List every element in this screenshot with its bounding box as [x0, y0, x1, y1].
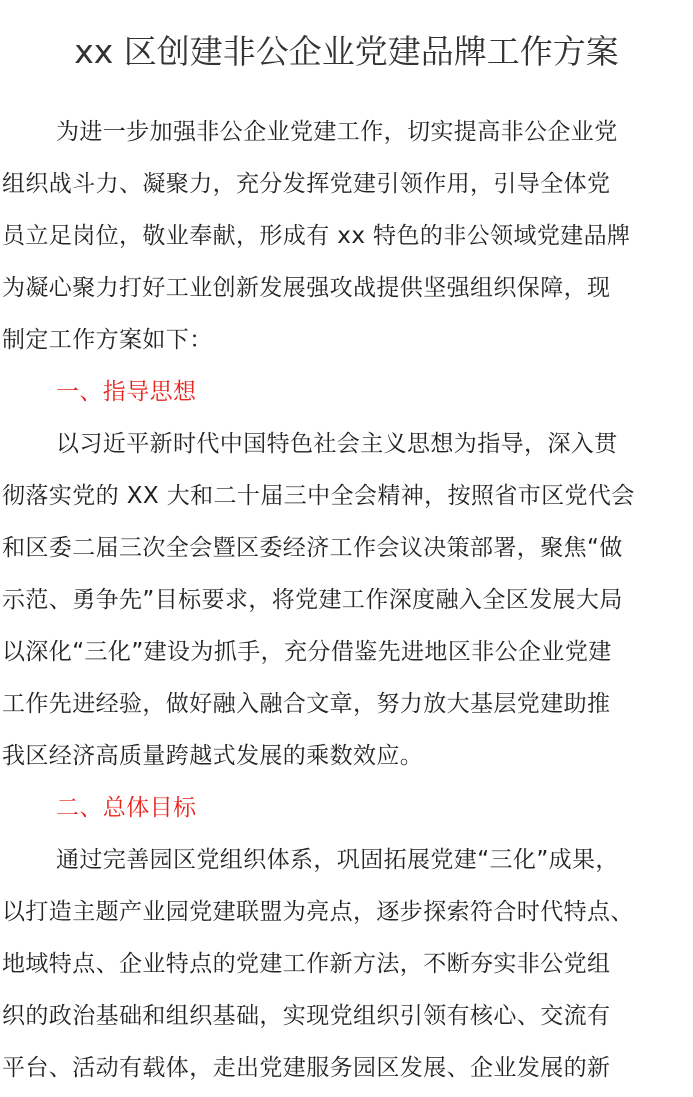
- paragraph-line: 和区委二届三次全会暨区委经济工作会议决策部署，聚焦“做: [2, 535, 623, 561]
- document-body: [2, 106, 692, 1094]
- paragraph-line: 组织战斗力、凝聚力，充分发挥党建引领作用，引导全体党: [2, 171, 611, 197]
- paragraph-line: 示范、勇争先”目标要求，将党建工作深度融入全区发展大局: [2, 587, 623, 613]
- document-title: xx 区创建非公企业党建品牌工作方案: [74, 32, 619, 71]
- paragraph-line: 以习近平新时代中国特色社会主义思想为指导，深入贯: [56, 431, 618, 457]
- paragraph-line: 为凝心聚力打好工业创新发展强攻战提供坚强组织保障，现: [2, 275, 611, 301]
- paragraph-line: 以深化“三化”建设为抓手，充分借鉴先进地区非公企业党建: [2, 639, 612, 665]
- paragraph-line: 地域特点、企业特点的党建工作新方法，不断夯实非公党组: [2, 951, 611, 977]
- paragraph-line: 以打造主题产业园党建联盟为亮点，逐步探索符合时代特点、: [2, 899, 634, 925]
- paragraph-line: 制定工作方案如下：: [2, 327, 213, 353]
- section-heading-overall-goal: 二、总体目标: [56, 795, 197, 821]
- paragraph-line: 平台、活动有载体，走出党建服务园区发展、企业发展的新: [2, 1055, 611, 1081]
- paragraph-line: 织的政治基础和组织基础，实现党组织引领有核心、交流有: [2, 1003, 611, 1029]
- section-heading-guiding-thought: 一、指导思想: [56, 379, 197, 405]
- paragraph-line: 彻落实党的 XX 大和二十届三中全会精神，按照省市区党代会: [2, 483, 635, 509]
- paragraph-line: 为进一步加强非公企业党建工作，切实提高非公企业党: [56, 119, 618, 145]
- paragraph-line: 员立足岗位，敬业奉献，形成有 xx 特色的非公领域党建品牌: [2, 223, 631, 249]
- paragraph-line: 工作先进经验，做好融入融合文章，努力放大基层党建助推: [2, 691, 611, 717]
- paragraph-line: 我区经济高质量跨越式发展的乘数效应。: [2, 743, 424, 769]
- paragraph-line: 通过完善园区党组织体系，巩固拓展党建“三化”成果，: [56, 847, 619, 873]
